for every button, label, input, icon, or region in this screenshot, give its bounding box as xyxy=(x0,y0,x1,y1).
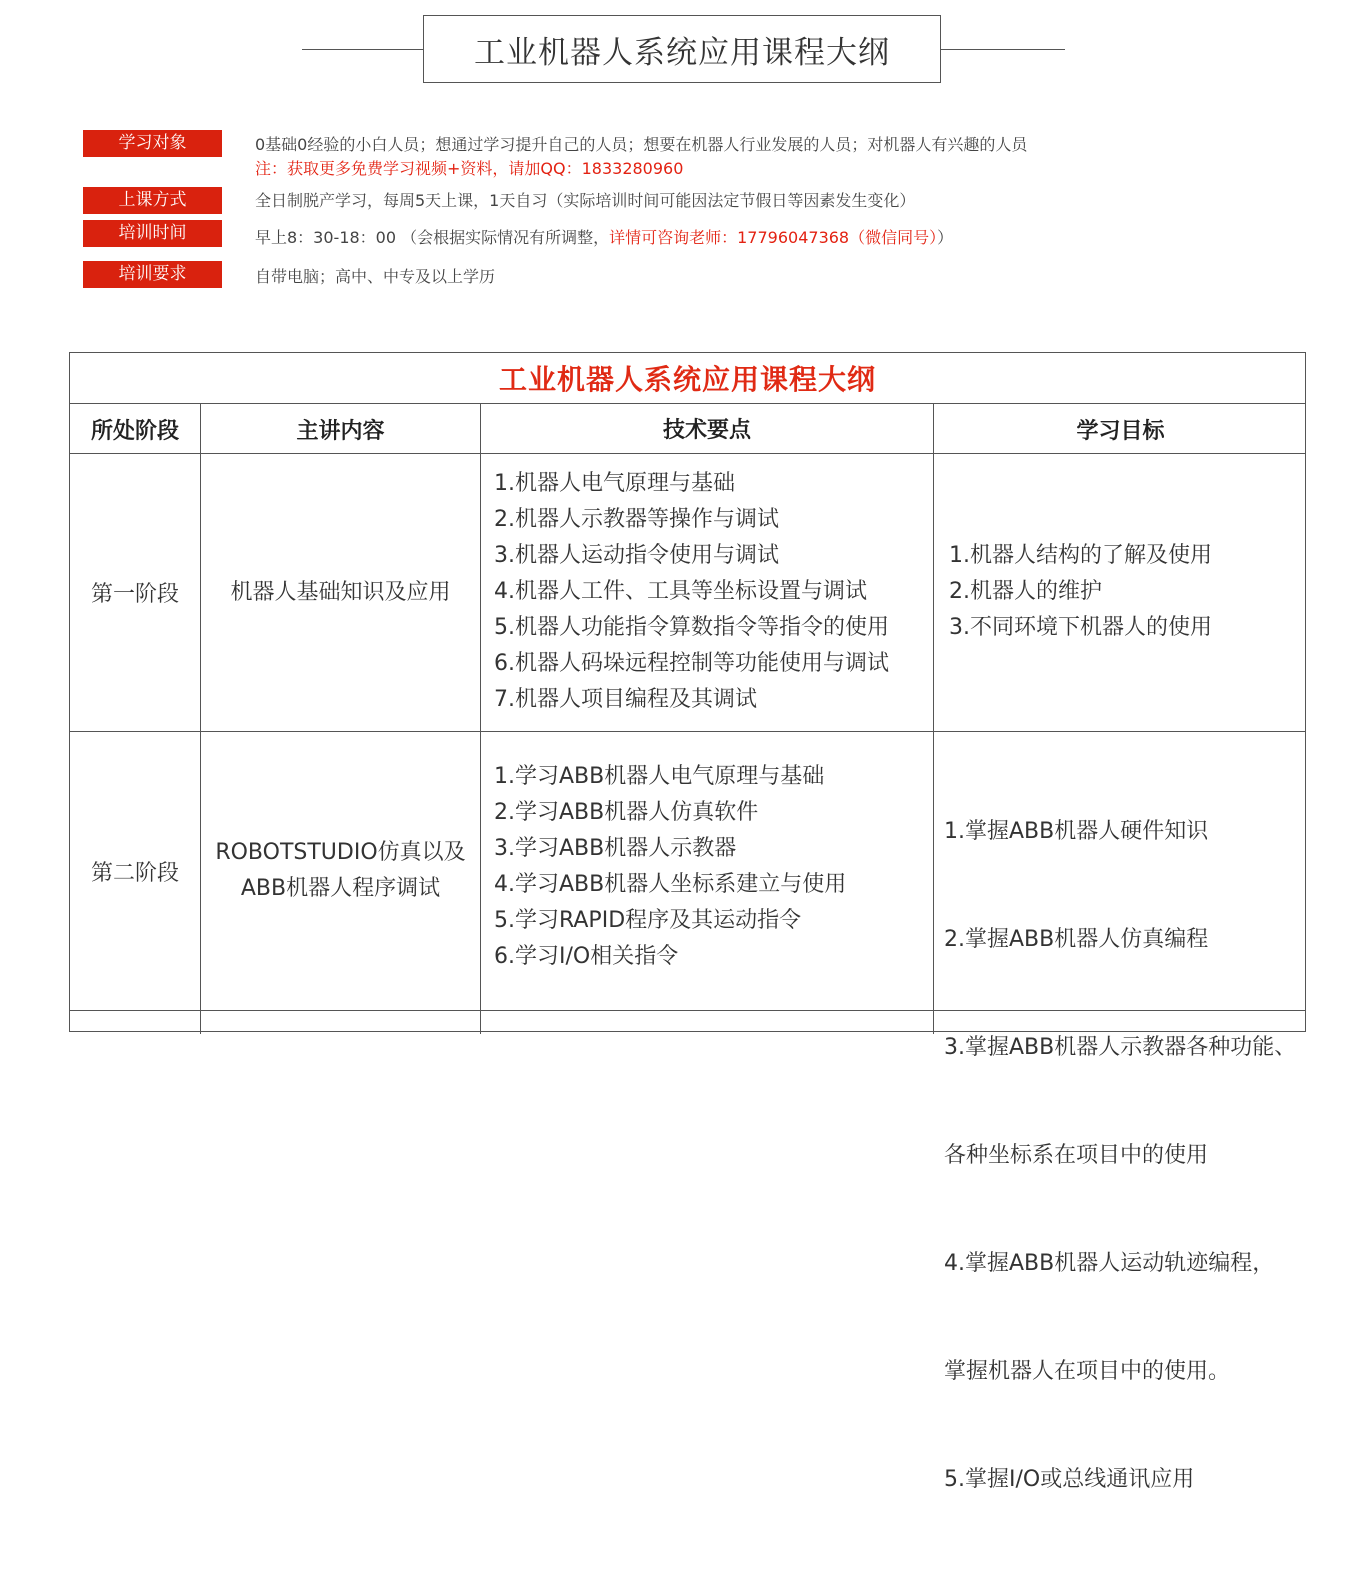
page-title: 工业机器人系统应用课程大纲 xyxy=(423,15,941,83)
header-content: 主讲内容 xyxy=(296,418,385,444)
row1-point: 5.机器人功能指令算数指令等指令的使用 xyxy=(494,615,889,640)
row2-point: 6.学习I/O相关指令 xyxy=(494,944,679,969)
row1-point: 3.机器人运动指令使用与调试 xyxy=(494,543,779,568)
header-points: 技术要点 xyxy=(662,417,751,443)
header-goals: 学习目标 xyxy=(1076,418,1165,444)
tag-method: 上课方式 xyxy=(83,187,222,214)
time-contact: 详情可咨询老师：17796047368（微信同号） xyxy=(609,228,938,247)
time-hours: 早上8：30-18：00 （会根据实际情况有所调整， xyxy=(255,228,610,247)
row2-point: 2.学习ABB机器人仿真软件 xyxy=(494,800,759,825)
row1-point: 2.机器人示教器等操作与调试 xyxy=(494,507,779,532)
row1-point: 7.机器人项目编程及其调试 xyxy=(494,687,757,712)
row1-goal: 2.机器人的维护 xyxy=(949,579,1102,604)
row2-goals xyxy=(944,742,1296,1570)
row1-points xyxy=(494,466,889,718)
contact-note: 注：获取更多免费学习视频+资料，请加QQ：1833280960 xyxy=(255,159,684,178)
tag-target: 学习对象 xyxy=(83,130,222,157)
table-title: 工业机器人系统应用课程大纲 xyxy=(70,353,1305,404)
row1-content xyxy=(201,454,480,731)
col-divider-3 xyxy=(933,404,934,1034)
row1-content-line: 机器人基础知识及应用 xyxy=(230,579,451,605)
row2-content-line: ABB机器人程序调试 xyxy=(240,876,441,901)
method-text: 全日制脱产学习，每周5天上课，1天自习（实际培训时间可能因法定节假日等因素发生变化） xyxy=(255,191,916,210)
row2-points xyxy=(494,759,846,975)
requirement-text: 自带电脑；高中、中专及以上学历 xyxy=(255,267,496,286)
row2-content xyxy=(201,732,480,1010)
row2-goal: 各种坐标系在项目中的使用 xyxy=(944,1143,1209,1168)
row2-stage: 第二阶段 xyxy=(90,860,179,886)
row2-point: 3.学习ABB机器人示教器 xyxy=(494,836,737,861)
row2-goal: 2.掌握ABB机器人仿真编程 xyxy=(944,927,1209,952)
row2-point: 4.学习ABB机器人坐标系建立与使用 xyxy=(494,872,847,897)
course-outline-table xyxy=(69,352,1306,1492)
table-grid xyxy=(70,404,1305,1492)
tag-requirement: 培训要求 xyxy=(83,261,222,288)
row2-goal: 掌握机器人在项目中的使用。 xyxy=(944,1359,1231,1384)
row2-point: 5.学习RAPID程序及其运动指令 xyxy=(494,908,802,933)
row1-goal: 3.不同环境下机器人的使用 xyxy=(949,615,1212,640)
tag-time: 培训时间 xyxy=(83,220,222,247)
row1-point: 4.机器人工件、工具等坐标设置与调试 xyxy=(494,579,867,604)
col-divider-2 xyxy=(480,404,481,1034)
row1-stage: 第一阶段 xyxy=(90,582,179,607)
row2-goal: 1.掌握ABB机器人硬件知识 xyxy=(944,819,1209,844)
header-stage: 所处阶段 xyxy=(90,418,179,444)
row2-goal: 4.掌握ABB机器人运动轨迹编程， xyxy=(944,1251,1275,1276)
row2-content-line: ROBOTSTUDIO仿真以及 xyxy=(215,840,466,865)
row1-point: 6.机器人码垛远程控制等功能使用与调试 xyxy=(494,651,889,676)
row1-goals xyxy=(949,538,1212,646)
row2-goal: 3.掌握ABB机器人示教器各种功能、 xyxy=(944,1035,1297,1060)
row2-goal: 5.掌握I/O或总线通讯应用 xyxy=(944,1467,1195,1492)
target-text: 0基础0经验的小白人员；想通过学习提升自己的人员；想要在机器人行业发展的人员；对机器人有兴趣的人员 xyxy=(255,135,1028,154)
row1-point: 1.机器人电气原理与基础 xyxy=(494,471,735,496)
time-text xyxy=(255,228,953,248)
time-close: ） xyxy=(937,228,954,247)
row2-point: 1.学习ABB机器人电气原理与基础 xyxy=(494,764,825,789)
row1-goal: 1.机器人结构的了解及使用 xyxy=(949,543,1212,568)
